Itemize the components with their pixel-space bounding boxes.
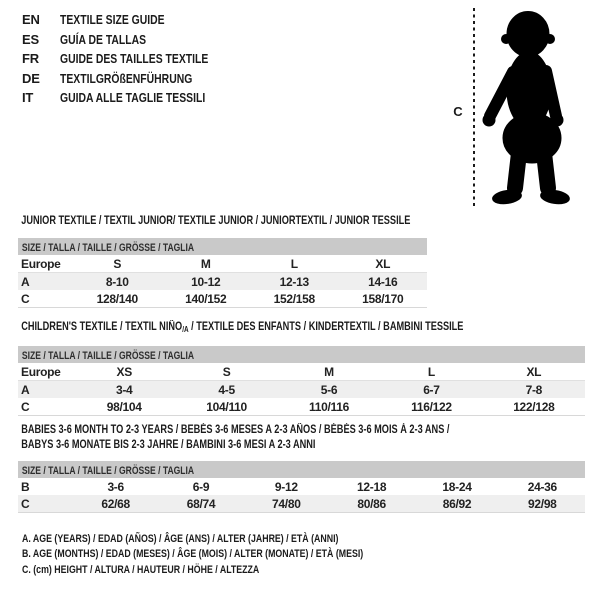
language-list xyxy=(22,12,245,110)
baby-silhouette-icon xyxy=(482,8,578,206)
language-row-de xyxy=(22,71,245,91)
size-cell: 18-24 xyxy=(442,479,472,494)
size-cell: 122/128 xyxy=(513,399,555,414)
size-cell: 110/116 xyxy=(309,399,349,414)
table-row-height xyxy=(18,398,585,416)
size-cell: 7-8 xyxy=(525,382,543,397)
size-table-junior xyxy=(18,238,427,308)
size-cell: 10-12 xyxy=(191,274,221,289)
table-row-age xyxy=(18,273,427,290)
size-table-children xyxy=(18,346,585,416)
language-title: GUIDE DES TAILLES TEXTILE xyxy=(60,51,209,67)
size-cell: 14-16 xyxy=(368,274,398,289)
size-cell: 74/80 xyxy=(272,496,301,511)
size-cell: M xyxy=(200,256,211,271)
size-cell: 6-9 xyxy=(192,479,210,494)
table-row-europe xyxy=(18,363,585,381)
size-header-label: SIZE / TALLA / TAILLE / GRÖSSE / TAGLIA xyxy=(21,242,195,254)
size-cell: XL xyxy=(526,364,542,379)
size-section-babies xyxy=(18,423,585,511)
size-cell: 158/170 xyxy=(362,291,404,306)
size-cell: 62/68 xyxy=(101,496,130,511)
size-cell: 116/122 xyxy=(411,399,452,414)
row-label-cell: C xyxy=(21,399,30,414)
size-cell: 12-18 xyxy=(357,479,387,494)
size-header-label: SIZE / TALLA / TAILLE / GRÖSSE / TAGLIA xyxy=(21,465,195,477)
height-measure-label: C xyxy=(453,104,463,119)
language-code: ES xyxy=(22,31,39,47)
language-code: FR xyxy=(22,51,39,67)
size-table-babies xyxy=(18,461,585,513)
language-code: DE xyxy=(22,70,40,86)
row-label-cell: C xyxy=(21,291,30,306)
size-cell: 3-6 xyxy=(107,479,124,494)
size-section-junior xyxy=(18,214,427,306)
size-table-header-bar xyxy=(18,238,427,255)
size-cell: 140/152 xyxy=(185,291,227,306)
size-cell: L xyxy=(290,256,298,271)
language-row-fr xyxy=(22,51,245,71)
section-title-line2: BABYS 3-6 MONATE BIS 2-3 JAHRE / BAMBINI 3-6 MESI A 2-3 ANNI xyxy=(21,439,316,451)
size-cell: 8-10 xyxy=(105,274,129,289)
section-title xyxy=(18,320,472,337)
table-row-height xyxy=(18,495,585,513)
section-title-part: / TEXTILE DES ENFANTS / KINDERTEXTIL / BAMBINI TESSILE xyxy=(188,321,464,333)
language-title: GUÍA DE TALLAS xyxy=(60,31,147,47)
size-table-header-bar xyxy=(18,461,585,478)
size-cell: 9-12 xyxy=(274,479,298,494)
footnotes xyxy=(22,532,449,578)
size-cell: 80/86 xyxy=(357,496,386,511)
language-code: IT xyxy=(22,90,34,106)
size-cell: XS xyxy=(116,364,132,379)
size-cell: 6-7 xyxy=(423,382,440,397)
section-title: JUNIOR TEXTILE / TEXTIL JUNIOR/ TEXTILE JUNIOR / JUNIORTEXTIL / JUNIOR TESSILE xyxy=(21,215,411,227)
footnote-height: C. (cm) HEIGHT / ALTURA / HAUTEUR / HÖHE / ALTEZZA xyxy=(22,563,260,576)
language-title: TEXTILE SIZE GUIDE xyxy=(60,12,165,27)
height-dotted-line xyxy=(473,8,475,207)
size-cell: 104/110 xyxy=(206,399,247,414)
row-label-cell: A xyxy=(21,274,30,289)
size-cell: 152/158 xyxy=(273,291,315,306)
language-row-en xyxy=(22,12,245,32)
size-cell: XL xyxy=(375,256,391,271)
size-cell: S xyxy=(113,256,122,271)
section-title-part: CHILDREN'S TEXTILE / TEXTIL NIÑO xyxy=(21,321,183,333)
language-row-es xyxy=(22,32,245,52)
size-cell: S xyxy=(222,364,231,379)
table-row-height xyxy=(18,290,427,308)
size-cell: 86/92 xyxy=(442,496,472,511)
size-header-label: SIZE / TALLA / TAILLE / GRÖSSE / TAGLIA xyxy=(21,350,195,362)
language-code: EN xyxy=(22,12,40,27)
row-label-cell: C xyxy=(21,496,30,511)
row-label-cell: A xyxy=(21,382,30,397)
size-cell: 92/98 xyxy=(528,496,557,511)
size-cell: 12-13 xyxy=(279,274,309,289)
size-cell: 24-36 xyxy=(527,479,557,494)
size-cell: 98/104 xyxy=(106,399,142,414)
size-cell: 128/140 xyxy=(96,291,138,306)
row-label-cell: Europe xyxy=(21,256,61,271)
size-cell: 4-5 xyxy=(218,382,235,397)
language-title: TEXTILGRÖßENFÜHRUNG xyxy=(60,70,193,86)
section-title-subscript: /A xyxy=(182,325,189,334)
size-cell: 5-6 xyxy=(320,382,338,397)
row-label-cell: Europe xyxy=(21,364,61,379)
section-title-line1: BABIES 3-6 MONTH TO 2-3 YEARS / BEBÉS 3-6 MESES A 2-3 AÑOS / BÉBÉS 3-6 MOIS À 2-3 ANS / xyxy=(21,424,450,436)
size-cell: 68/74 xyxy=(186,496,216,511)
table-row-age xyxy=(18,381,585,398)
language-row-it xyxy=(22,90,245,110)
size-cell: L xyxy=(427,364,435,379)
table-row-age-months xyxy=(18,478,585,495)
row-label-cell: B xyxy=(21,479,30,494)
size-cell: M xyxy=(324,364,334,379)
language-title: GUIDA ALLE TAGLIE TESSILI xyxy=(60,90,206,106)
table-row-europe xyxy=(18,255,427,273)
size-cell: 3-4 xyxy=(115,382,133,397)
size-table-header-bar xyxy=(18,346,585,363)
footnote-age-years: A. AGE (YEARS) / EDAD (AÑOS) / ÂGE (ANS) / ALTER (JAHRE) / ETÀ (ANNI) xyxy=(22,533,339,545)
size-section-children xyxy=(18,320,585,414)
footnote-age-months: B. AGE (MONTHS) / EDAD (MESES) / ÂGE (MOIS) / ALTER (MONATE) / ETÀ (MESI) xyxy=(22,548,364,561)
